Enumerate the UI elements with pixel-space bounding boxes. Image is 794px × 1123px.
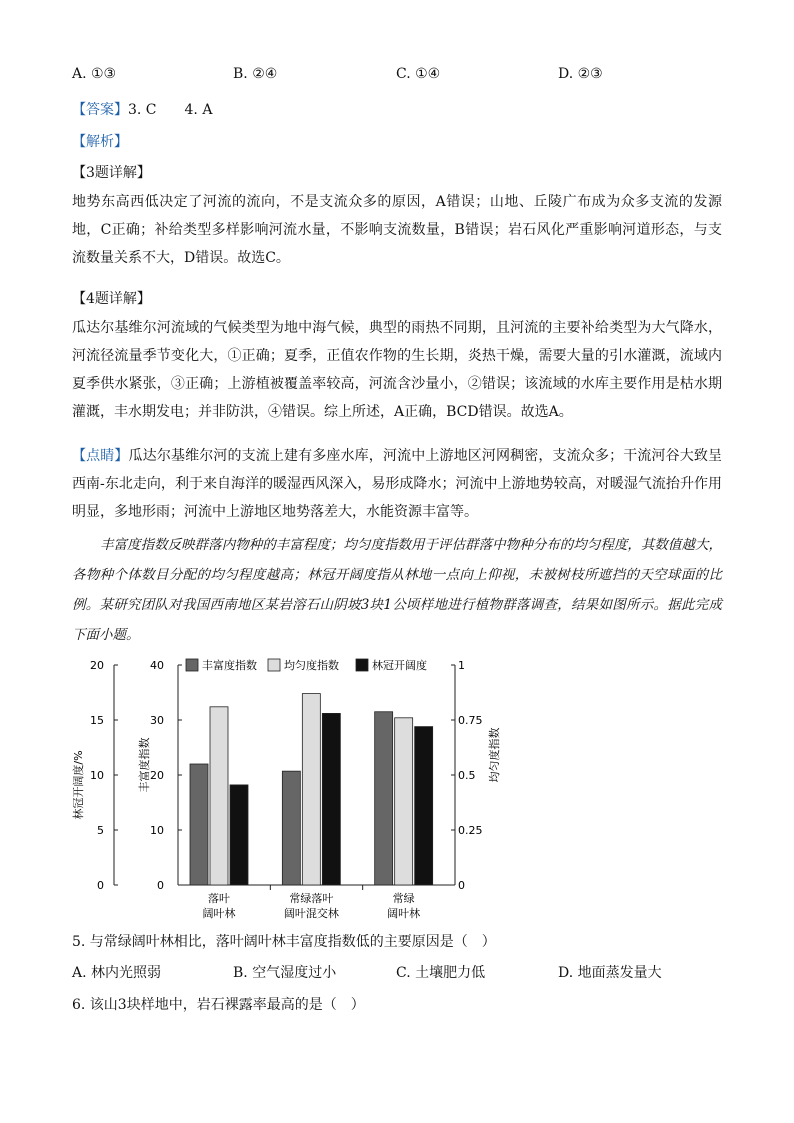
answer-tag: 【答案】 <box>72 102 128 118</box>
option-b: B. ②④ <box>233 66 278 82</box>
bar-evenness <box>302 694 320 885</box>
richness-axis-title: 丰富度指数 <box>138 737 151 793</box>
material-intro: 丰富度指数反映群落内物种的丰富程度；均匀度指数用于评估群落中物种分布的均匀程度，其数值越大，各物种个体数目分配的均匀程度越高；林冠开阔度指从林地一点向上仰视，未被树枝所遮挡的天空球面的比例。某研究团队对我国西南地区某岩溶石山阴坡3块1公顷样地进行植物群落调查，结果如图所示。据此完成下面小题。 <box>72 537 722 643</box>
bar-richness <box>282 771 300 885</box>
legend-swatch <box>186 659 198 671</box>
q5-option-a: A. 林内光照弱 <box>72 965 162 981</box>
category-label: 阔叶混交林 <box>283 907 339 920</box>
q4-explanation: 瓜达尔基维尔河流域的气候类型为地中海气候，典型的雨热不同期，且河流的主要补给类型为大气降水，河流径流量季节变化大，①正确；夏季，正值农作物的生长期，炎热干燥，需要大量的引水灌溉，流域内夏季供水紧张，③正确；上游植被覆盖率较高，河流含沙量小，②错误；该流域的水库主要作用是枯水期灌溉，丰水期发电；并非防洪，④错误。综上所述，A正确，BCD错误。故选A。 <box>72 320 722 420</box>
bar-richness <box>375 712 393 885</box>
analysis-tag: 【解析】 <box>72 134 128 150</box>
q4-tag: 【4题详解】 <box>72 291 151 307</box>
bar-evenness <box>395 718 413 885</box>
legend-swatch <box>268 659 280 671</box>
canopy-tick-label: 10 <box>90 769 104 782</box>
option-c: C. ①④ <box>396 66 441 82</box>
q3-tag: 【3题详解】 <box>72 165 151 181</box>
evenness-tick-label: 0.5 <box>458 769 476 782</box>
q5-option-c: C. 土壤肥力低 <box>396 965 486 981</box>
bar-richness <box>190 764 208 885</box>
tip-tag: 【点睛】 <box>72 448 129 464</box>
canopy-tick-label: 15 <box>90 714 104 727</box>
richness-tick-label: 10 <box>150 824 164 837</box>
option-a: A. ①③ <box>72 66 117 82</box>
richness-tick-label: 0 <box>157 879 164 892</box>
bar-canopy <box>415 727 433 885</box>
category-label: 落叶 <box>208 892 230 905</box>
richness-tick-label: 30 <box>150 714 164 727</box>
evenness-tick-label: 0.25 <box>458 824 483 837</box>
q3-explanation: 地势东高西低决定了河流的流向，不是支流众多的原因，A错误；山地、丘陵广布成为众多支流的发源地，C正确；补给类型多样影响河流水量，不影响支流数量，B错误；岩石风化严重影响河道形态，与支流数量关系不大，D错误。故选C。 <box>72 194 722 266</box>
richness-tick-label: 20 <box>150 769 164 782</box>
tip-paragraph <box>72 442 722 526</box>
evenness-tick-label: 1 <box>458 659 465 672</box>
legend-label: 均匀度指数 <box>284 659 339 672</box>
canopy-tick-label: 5 <box>97 824 104 837</box>
canopy-tick-label: 20 <box>90 659 104 672</box>
q5-stem: 5. 与常绿阔叶林相比，落叶阔叶林丰富度指数低的主要原因是（ ） <box>72 934 496 950</box>
legend-label: 林冠开阔度 <box>372 659 427 672</box>
bar-evenness <box>210 707 228 885</box>
q6-stem: 6. 该山3块样地中，岩石裸露率最高的是（ ） <box>72 997 365 1013</box>
q5-option-b: B. 空气湿度过小 <box>233 965 337 981</box>
canopy-tick-label: 0 <box>97 879 104 892</box>
option-d: D. ②③ <box>558 66 603 82</box>
evenness-axis-title: 均匀度指数 <box>488 727 501 783</box>
evenness-tick-label: 0 <box>458 879 465 892</box>
richness-tick-label: 40 <box>150 659 164 672</box>
bar-canopy <box>230 785 248 885</box>
canopy-axis-title: 林冠开阔度/% <box>72 750 85 820</box>
tip-text: 瓜达尔基维尔河的支流上建有多座水库，河流中上游地区河网稠密，支流众多；干流河谷大致呈西南-东北走向，利于来自海洋的暖湿西风深入，易形成降水；河流中上游地势较高，对暖湿气流抬升作用明显，多地形雨；河流中上游地区地势落差大，水能资源丰富等。 <box>72 448 723 520</box>
category-label: 常绿 <box>392 892 415 905</box>
category-label: 常绿落叶 <box>289 892 334 905</box>
answer-line <box>72 99 212 119</box>
forest-index-chart <box>60 655 520 920</box>
answer-text: 3. C 4. A <box>128 102 213 118</box>
q5-option-d: D. 地面蒸发量大 <box>558 965 662 981</box>
legend-swatch <box>356 659 368 671</box>
legend-label: 丰富度指数 <box>202 659 257 672</box>
category-label: 阔叶林 <box>387 907 421 920</box>
category-label: 阔叶林 <box>202 907 236 920</box>
bar-canopy <box>322 713 340 885</box>
evenness-tick-label: 0.75 <box>458 714 483 727</box>
